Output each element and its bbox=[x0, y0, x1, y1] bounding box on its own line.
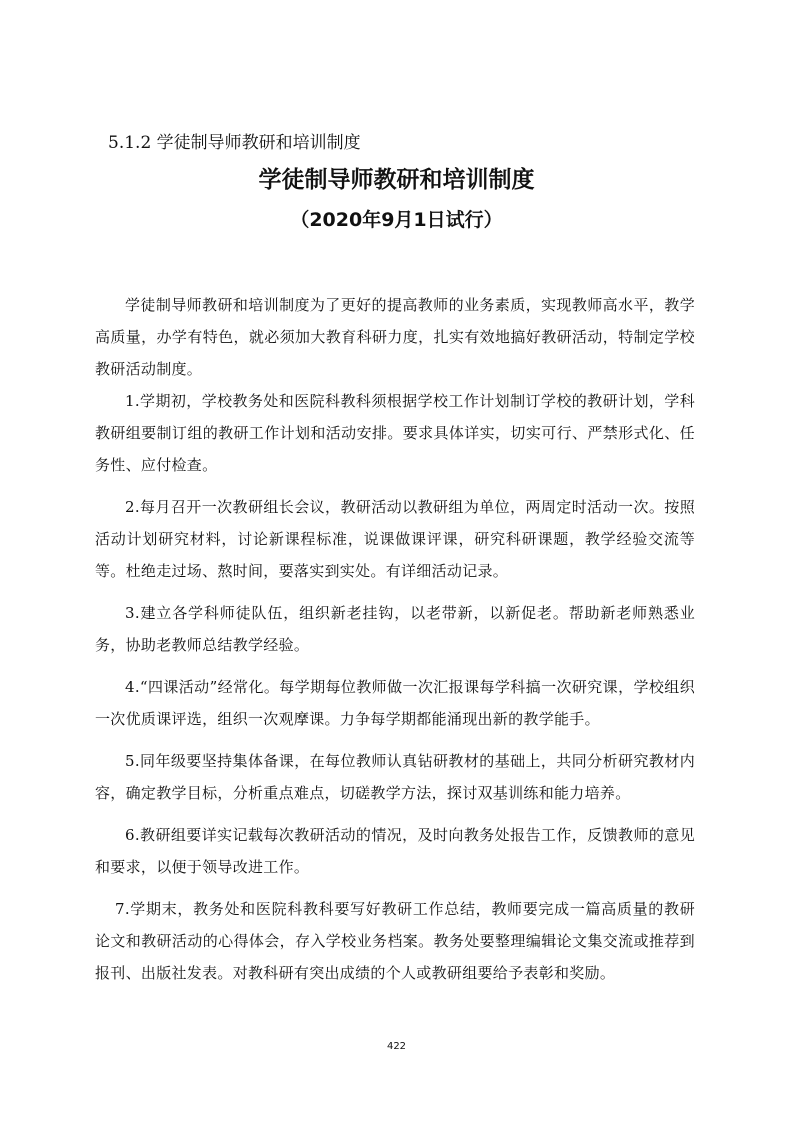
rule-item-1: 1.学期初，学校教务处和医院科教科须根据学校工作计划制订学校的教研计划，学科教研组要制订组的教研工作计划和活动安排。要求具体详实，切实可行、严禁形式化、任务性、应付检查。 bbox=[95, 392, 695, 474]
document-title: 学徒制导师教研和培训制度 bbox=[258, 167, 535, 193]
rule-item-2: 2.每月召开一次教研组长会议，教研活动以教研组为单位，两周定时活动一次。按照活动计划研究材料，讨论新课程标准，说课做课评课，研究科研课题，教学经验交流等等。杜绝走过场、熬时间，要落实到实处。有详细活动记录。 bbox=[95, 498, 695, 580]
section-heading: 5.1.2 学徒制导师教研和培训制度 bbox=[108, 133, 361, 153]
rule-item-3: 3.建立各学科师徒队伍，组织新老挂钩，以老带新，以新促老。帮助新老师熟悉业务，协助老教师总结教学经验。 bbox=[95, 604, 695, 654]
rule-item-5: 5.同年级要坚持集体备课，在每位教师认真钻研教材的基础上，共同分析研究教材内容，确定教学目标，分析重点难点，切磋教学方法，探讨双基训练和能力培养。 bbox=[95, 752, 695, 802]
intro-paragraph: 学徒制导师教研和培训制度为了更好的提高教师的业务素质，实现教师高水平，教学高质量，办学有特色，就必须加大教育科研力度，扎实有效地搞好教研活动，特制定学校教研活动制度。 bbox=[95, 296, 695, 378]
rule-item-7: 7.学期末，教务处和医院科教科要写好教研工作总结，教师要完成一篇高质量的教研论文和教研活动的心得体会，存入学校业务档案。教务处要整理编辑论文集交流或推荐到报刊、出版社发表。对教科研有突出成绩的个人或教研组要给予表彰和奖励。 bbox=[95, 900, 695, 982]
document-subtitle: （2020年9月1日试行） bbox=[290, 209, 503, 231]
document-body bbox=[95, 289, 695, 999]
rule-item-4: 4.“四课活动”经常化。每学期每位教师做一次汇报课每学科搞一次研究课，学校组织一次优质课评选，组织一次观摩课。力争每学期都能涌现出新的教学能手。 bbox=[95, 678, 695, 728]
rule-item-6: 6.教研组要详实记载每次教研活动的情况，及时向教务处报告工作，反馈教师的意见和要求，以便于领导改进工作。 bbox=[95, 826, 695, 876]
page-number: 422 bbox=[386, 1041, 407, 1052]
